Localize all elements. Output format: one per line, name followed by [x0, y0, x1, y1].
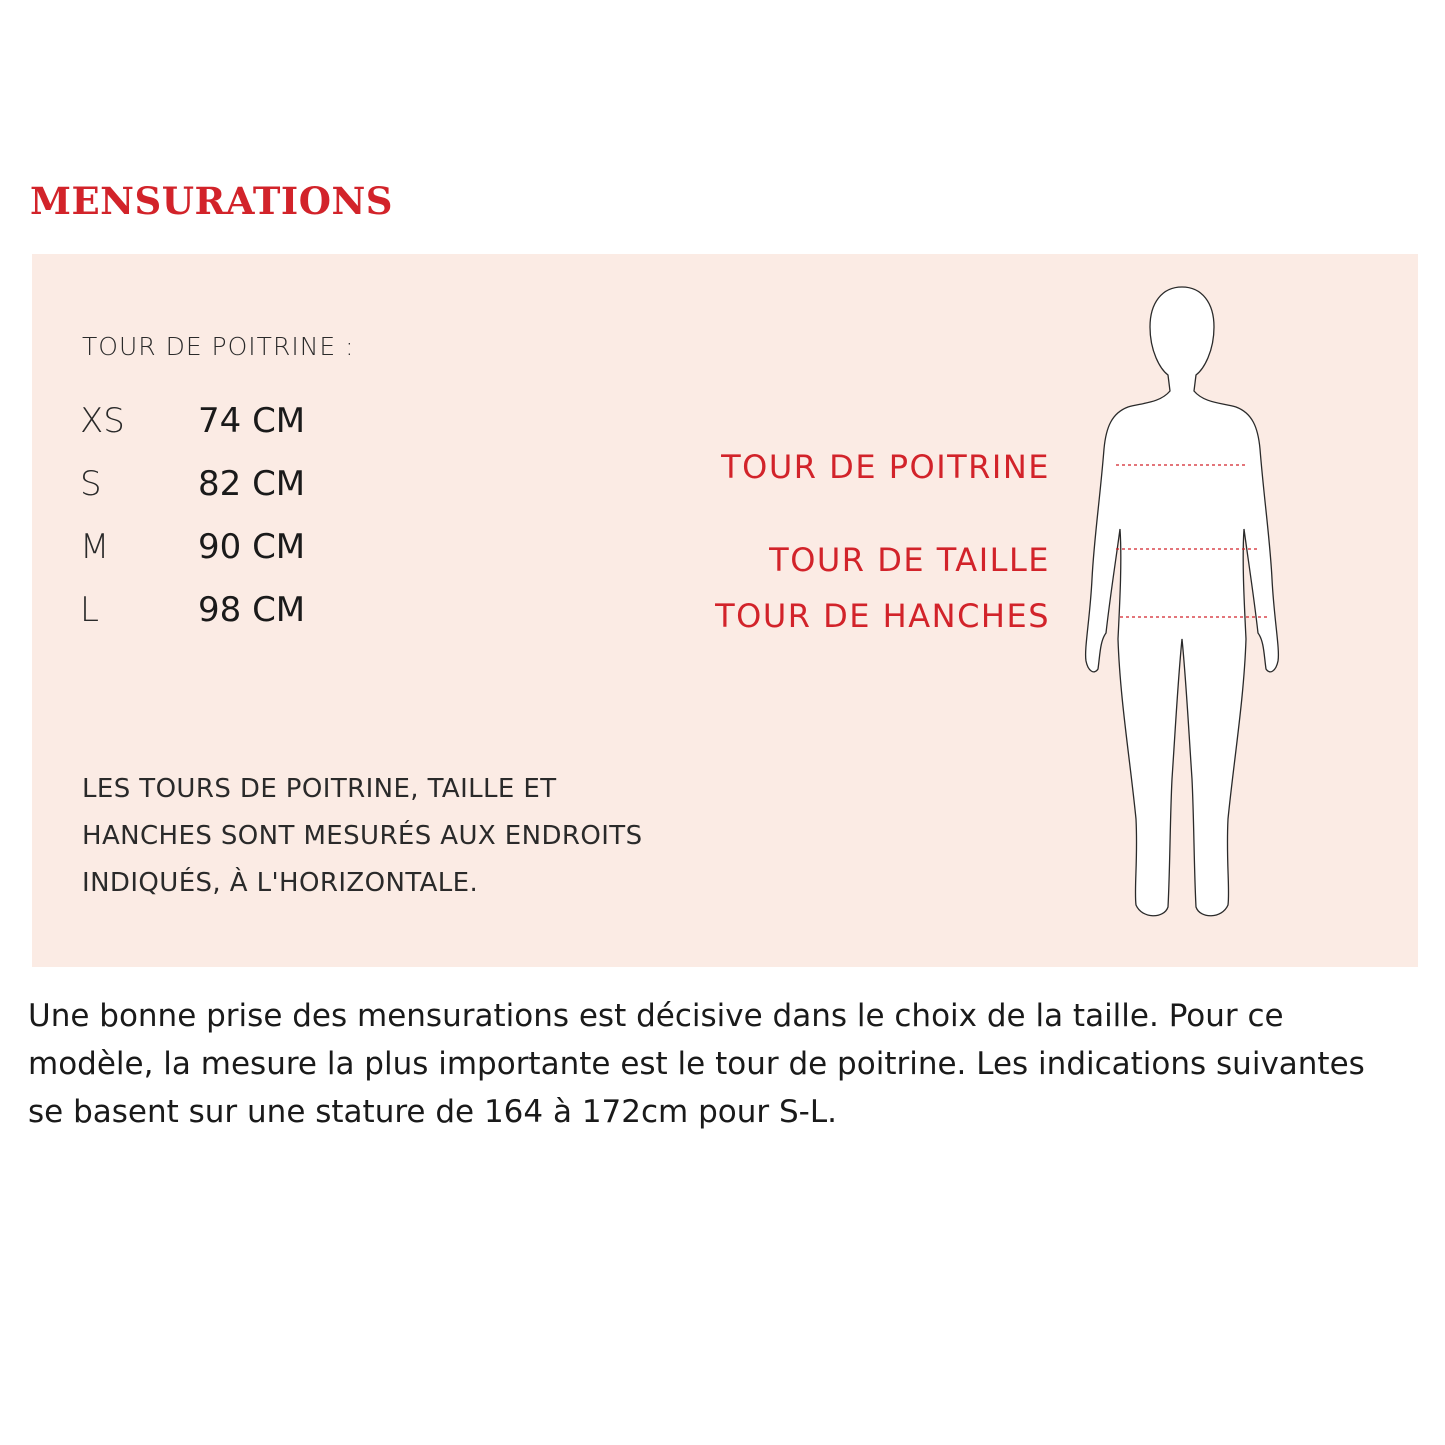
- size-row-m: [80, 522, 400, 572]
- hips-label: TOUR DE HANCHES: [715, 597, 1050, 635]
- size-value: 82 CM: [198, 464, 306, 504]
- note-line: LES TOURS DE POITRINE, TAILLE ET: [82, 774, 557, 804]
- size-value: 90 CM: [198, 527, 306, 567]
- measurement-note: [82, 766, 722, 907]
- description: [28, 992, 1423, 1136]
- description-line: se basent sur une stature de 164 à 172cm pour S-L.: [28, 1094, 837, 1130]
- size-label: M: [80, 527, 110, 567]
- size-label: S: [80, 464, 102, 504]
- chest-label: TOUR DE POITRINE: [721, 448, 1050, 486]
- size-row-l: [80, 585, 400, 635]
- chest-size-heading: TOUR DE POITRINE :: [82, 332, 355, 361]
- description-line: Une bonne prise des mensurations est décisive dans le choix de la taille. Pour ce: [28, 998, 1284, 1034]
- body-silhouette-icon: [1072, 279, 1292, 919]
- size-row-xs: [80, 396, 400, 446]
- waist-label: TOUR DE TAILLE: [769, 541, 1050, 579]
- note-line: HANCHES SONT MESURÉS AUX ENDROITS: [82, 821, 643, 851]
- page-title: MENSURATIONS: [30, 179, 394, 223]
- note-line: INDIQUÉS, À L'HORIZONTALE.: [82, 868, 479, 898]
- size-row-s: [80, 459, 400, 509]
- measurement-panel: [32, 254, 1418, 967]
- description-line: modèle, la mesure la plus importante est le tour de poitrine. Les indications suivantes: [28, 1046, 1365, 1082]
- size-label: L: [80, 590, 99, 630]
- size-value: 74 CM: [198, 401, 306, 441]
- body-outline: [1086, 287, 1279, 916]
- size-label: XS: [80, 401, 125, 441]
- size-value: 98 CM: [198, 590, 306, 630]
